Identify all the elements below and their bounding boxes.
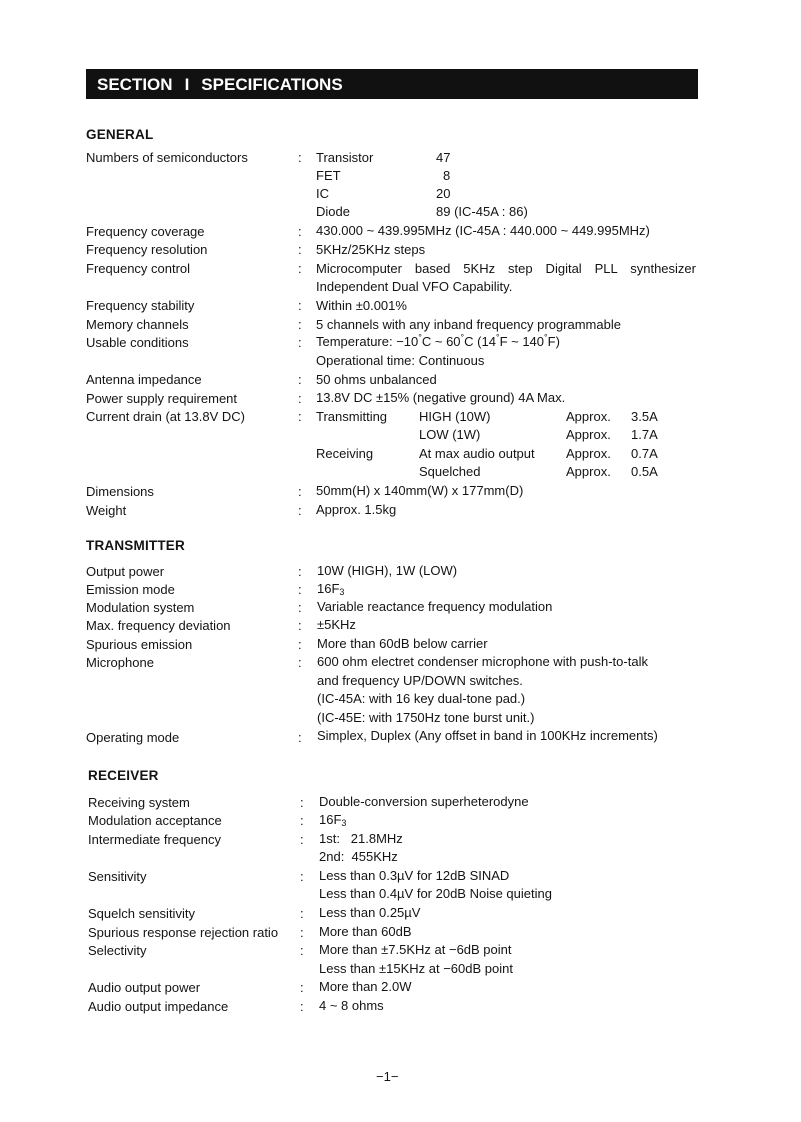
microphone-value-3: (IC-45A: with 16 key dual-tone pad.): [317, 691, 526, 706]
receiving-label: Receiving: [316, 446, 374, 461]
colon: :: [298, 224, 302, 239]
colon: :: [298, 335, 302, 350]
audio-impedance-value: 4 ~ 8 ohms: [319, 998, 384, 1013]
emission-mode-label: Emission mode: [86, 582, 175, 597]
weight-value: Approx. 1.5kg: [316, 502, 397, 517]
colon: :: [300, 832, 304, 847]
temperature-value: Temperature: −10°C ~ 60°C (14°F ~ 140°F): [316, 332, 560, 349]
section-title: SPECIFICATIONS: [201, 75, 343, 94]
selectivity-label: Selectivity: [88, 943, 147, 958]
colon: :: [300, 999, 304, 1014]
high-value: 3.5A: [631, 409, 658, 424]
emission-mode-value: $16F_3$: [317, 581, 345, 597]
high-label: HIGH (10W): [419, 409, 491, 424]
microphone-value-2: and frequency UP/DOWN switches.: [317, 673, 523, 688]
if-value-2: 2nd: 455KHz: [319, 849, 398, 864]
section-header: [86, 69, 698, 99]
antenna-value: 50 ohms unbalanced: [316, 372, 437, 387]
colon: :: [298, 372, 302, 387]
operating-mode-label: Operating mode: [86, 730, 180, 745]
receiving-system-label: Receiving system: [88, 795, 190, 810]
colon: :: [298, 564, 302, 579]
output-power-value: 10W (HIGH), 1W (LOW): [317, 563, 458, 578]
sensitivity-value-1: Less than 0.3µV for 12dB SINAD: [319, 868, 510, 883]
colon: :: [298, 484, 302, 499]
colon: :: [298, 618, 302, 633]
deviation-label: Max. frequency deviation: [86, 618, 231, 633]
memory-label: Memory channels: [86, 317, 189, 332]
colon: :: [298, 242, 302, 257]
audio-power-value: More than 2.0W: [319, 979, 412, 994]
modulation-acceptance-label: Modulation acceptance: [88, 813, 222, 828]
freq-stability-value: Within ±0.001%: [316, 298, 407, 313]
deviation-value: ±5KHz: [317, 617, 356, 632]
microphone-label: Microphone: [86, 655, 154, 670]
freq-resolution-value: 5KHz/25KHz steps: [316, 242, 426, 257]
colon: :: [298, 298, 302, 313]
transmitting-label: Transmitting: [316, 409, 388, 424]
microphone-value-4: (IC-45E: with 1750Hz tone burst unit.): [317, 710, 535, 725]
colon: :: [298, 261, 302, 276]
transistor-name: Transistor: [316, 150, 374, 165]
memory-value: 5 channels with any inband frequency programmable: [316, 317, 621, 332]
max-audio-approx: Approx.: [566, 446, 611, 461]
freq-control-label: Frequency control: [86, 261, 191, 276]
squelch-sensitivity-label: Squelch sensitivity: [88, 906, 195, 921]
section-number: I: [184, 75, 190, 94]
sensitivity-label: Sensitivity: [88, 869, 147, 884]
colon: :: [298, 730, 302, 745]
dimensions-label: Dimensions: [86, 484, 154, 499]
colon: :: [300, 813, 304, 828]
sensitivity-value-2: Less than 0.4µV for 20dB Noise quieting: [319, 886, 552, 901]
colon: :: [300, 795, 304, 810]
fet-count: 8: [443, 168, 451, 183]
modulation-acceptance-value: $16F_3$: [319, 812, 347, 828]
power-supply-value: 13.8V DC ±15% (negative ground) 4A Max.: [316, 390, 566, 405]
colon: :: [300, 980, 304, 995]
squelch-sensitivity-value: Less than 0.25µV: [319, 905, 421, 920]
modulation-system-label: Modulation system: [86, 600, 195, 615]
colon: :: [298, 600, 302, 615]
transmitter-heading: TRANSMITTER: [86, 538, 185, 553]
spurious-rejection-value: More than 60dB: [319, 924, 412, 939]
colon: :: [298, 317, 302, 332]
low-approx: Approx.: [566, 427, 611, 442]
selectivity-value-1: More than ±7.5KHz at −6dB point: [319, 942, 512, 957]
low-value: 1.7A: [631, 427, 658, 442]
antenna-label: Antenna impedance: [86, 372, 202, 387]
ic-name: IC: [316, 186, 329, 201]
output-power-label: Output power: [86, 564, 165, 579]
dimensions-value: 50mm(H) x 140mm(W) x 177mm(D): [316, 483, 524, 498]
microphone-value-1: 600 ohm electret condenser microphone with push-to-talk: [317, 654, 648, 669]
intermediate-frequency-label: Intermediate frequency: [88, 832, 221, 847]
freq-control-value-1: Microcomputer based 5KHz step Digital PLL synthesizer: [316, 261, 696, 276]
page-number: −1−: [376, 1069, 399, 1084]
freq-control-value-2: Independent Dual VFO Capability.: [316, 279, 513, 294]
semiconductors-label: Numbers of semiconductors: [86, 150, 248, 165]
squelched-value: 0.5A: [631, 464, 658, 479]
fet-name: FET: [316, 168, 341, 183]
general-heading: GENERAL: [86, 127, 154, 142]
usable-label: Usable conditions: [86, 335, 189, 350]
freq-coverage-value: 430.000 ~ 439.995MHz (IC-45A : 440.000 ~ 449.995MHz): [316, 223, 650, 238]
section-word: SECTION: [97, 75, 173, 94]
freq-resolution-label: Frequency resolution: [86, 242, 208, 257]
colon: :: [300, 906, 304, 921]
colon: :: [298, 637, 302, 652]
spurious-emission-label: Spurious emission: [86, 637, 193, 652]
squelched-approx: Approx.: [566, 464, 611, 479]
diode-name: Diode: [316, 204, 350, 219]
colon: :: [300, 943, 304, 958]
transistor-count: 47: [436, 150, 451, 165]
receiver-heading: RECEIVER: [88, 768, 159, 783]
operational-time: Operational time: Continuous: [316, 353, 485, 368]
colon: :: [298, 655, 302, 670]
colon: :: [298, 409, 302, 424]
max-audio-label: At max audio output: [419, 446, 535, 461]
colon: :: [300, 869, 304, 884]
ic-count: 20: [436, 186, 451, 201]
colon: :: [298, 503, 302, 518]
power-supply-label: Power supply requirement: [86, 391, 238, 406]
if-value-1: 1st: 21.8MHz: [319, 831, 403, 846]
spurious-rejection-label: Spurious response rejection ratio: [88, 925, 279, 940]
squelched-label: Squelched: [419, 464, 481, 479]
freq-stability-label: Frequency stability: [86, 298, 195, 313]
low-label: LOW (1W): [419, 427, 481, 442]
colon: :: [298, 150, 302, 165]
audio-impedance-label: Audio output impedance: [88, 999, 229, 1014]
current-drain-label: Current drain (at 13.8V DC): [86, 409, 245, 424]
spurious-emission-value: More than 60dB below carrier: [317, 636, 488, 651]
max-audio-value: 0.7A: [631, 446, 658, 461]
colon: :: [298, 391, 302, 406]
freq-coverage-label: Frequency coverage: [86, 224, 205, 239]
high-approx: Approx.: [566, 409, 611, 424]
operating-mode-value: Simplex, Duplex (Any offset in band in 100KHz increments): [317, 728, 658, 743]
selectivity-value-2: Less than ±15KHz at −60dB point: [319, 961, 513, 976]
modulation-system-value: Variable reactance frequency modulation: [317, 599, 553, 614]
receiving-system-value: Double-conversion superheterodyne: [319, 794, 529, 809]
diode-count: 89 (IC-45A : 86): [436, 204, 528, 219]
weight-label: Weight: [86, 503, 127, 518]
colon: :: [300, 925, 304, 940]
audio-power-label: Audio output power: [88, 980, 201, 995]
colon: :: [298, 582, 302, 597]
